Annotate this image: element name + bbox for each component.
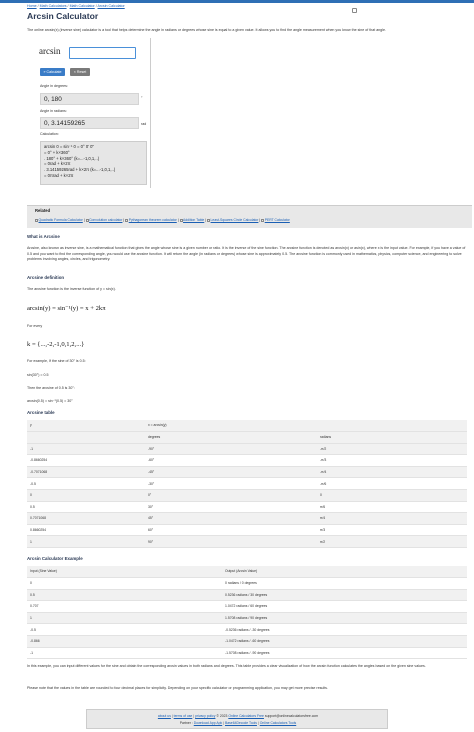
table-cell: -1.5708 radians / -90 degrees [222,647,467,659]
table-cell: -1.0472 radians / -60 degrees [222,636,467,648]
table-cell: -30° [145,478,317,490]
footer-site-link[interactable]: Online Calculators Free [228,714,264,718]
footer-link-privacy[interactable]: privacy policy [195,714,216,718]
table-cell: 0.8660254 [27,524,145,536]
table-cell: -0.5 [27,478,145,490]
footer-email: support@onlinecalculatorsfree.com [264,714,319,718]
table-cell: -0.8660254 [27,455,145,467]
table-cell: 1 [27,536,145,548]
table-cell: 0.7071068 [27,513,145,525]
calculation-line: = 0rad + k×2π [44,161,71,167]
table-row [27,601,467,613]
table-row [27,478,467,490]
table-row [27,578,467,590]
table-cell: 0.5 [27,501,145,513]
table-header-cell [27,432,145,444]
table-cell: 30° [145,501,317,513]
table-cell: π/6 [317,501,467,513]
table-row [27,513,467,525]
table-cell: π/4 [317,513,467,525]
table-cell: 0.707 [27,601,222,613]
table-cell: -0.7071068 [27,466,145,478]
what-is-heading: What is Arcsine [27,234,60,239]
table-cell: 0 [317,490,467,502]
calculate-button[interactable]: » Calculate [40,68,65,76]
table-cell: 0 [27,578,222,590]
share-icon[interactable] [352,8,357,13]
table-header-cell: degrees [145,432,317,444]
table-row [27,501,467,513]
page-title: Arcsin Calculator [27,11,99,21]
table-cell: 0° [145,490,317,502]
footer-partners: Partner : Download App Apk | Base64Decode Tools | Online Calculators Tools [179,721,297,725]
table-cell: -45° [145,466,317,478]
breadcrumb-math-calculators[interactable]: Math Calculators [39,4,67,8]
table-cell: 60° [145,524,317,536]
outro-text-2: Please note that the values in the table are rounded to four decimal places for simplicity. Depending on your specific calculator or programming application, you may get more precise results. [27,686,328,690]
copyright: © 2023 [216,714,228,718]
table-cell: -1 [27,647,222,659]
intro-text: The online arcsin(x) (inverse sine) calculator is a tool that helps determine the angle in radians or degrees whose sine is equal to a given value. It allows you to find the angle measurement when you know the sine of that angle. [27,28,386,32]
related-link[interactable]: Quadratic Formula Calculator [38,218,83,222]
table-header-cell: Output (Arcsin Value) [222,566,467,578]
related-link[interactable]: Convolution calculator [89,218,123,222]
calculator-panel [27,38,151,188]
breadcrumb: Home / Math Calculators / Math Calculator / Arcsin Calculator [27,4,125,8]
table-row [27,612,467,624]
table-header-cell: Input (Sine Value) [27,566,222,578]
table-cell: 90° [145,536,317,548]
table-row [27,490,467,502]
example-arcsin: arcsin(0.5) = sin⁻¹(0.5) = 30° [27,399,73,403]
table-cell: 0 [27,490,145,502]
footer-links: about us | terms of use | privacy policy © 2023 Online Calculators Free support@onlinecalculatorsfree.com [157,714,319,718]
related-link[interactable]: PERT Calculator [264,218,290,222]
what-is-text: Arcsine, also known as inverse sine, is a mathematical function that gives the angle whose sine is a given number or ratio. It is the inverse of the sine function. The arcsine function is denoted as arcsin(x) or asin(x), where x is the input value. For example, if you have a value of 0.5 and you want to find the corresponding angle, you would use the arcsine function. It will return the angle (in radians or degrees) whose sine is approximately 0.5. The arcsine function is commonly used in mathematics, physics, computer science, and engineering to solve problems involving angles, circles, and trigonometry. [27,246,466,262]
top-bar [0,0,474,3]
definition-heading: Arcsine definition [27,275,65,280]
related-box [27,205,472,228]
table-cell: 1 [27,612,222,624]
table-cell: -0.866 [27,636,222,648]
table-row [27,589,467,601]
degrees-output[interactable]: 0, 180 [40,93,139,105]
related-link[interactable]: Pythagorean theorem calculator [128,218,177,222]
breadcrumb-home[interactable]: Home [27,4,37,8]
calculation-label: Calculation: [40,132,59,136]
table-header-cell: radians [317,432,467,444]
example-table [27,566,467,659]
related-link[interactable]: Addition Table [183,218,205,222]
related-title: Related [35,208,51,213]
table-cell: 1.0472 radians / 60 degrees [222,601,467,613]
table-cell: 0.5236 radians / 30 degrees [222,589,467,601]
table-header-cell: x = arcsin(y) [145,420,317,432]
footer [86,709,388,729]
table-cell: 0.5 [27,589,222,601]
table-cell: 1.5708 radians / 90 degrees [222,612,467,624]
value-input[interactable] [69,47,136,59]
breadcrumb-current[interactable]: Arcsin Calculator [97,4,125,8]
table-header-row [27,432,467,444]
table-row [27,466,467,478]
table-cell: -90° [145,443,317,455]
table-cell: -60° [145,455,317,467]
partner-link[interactable]: Base64Decode Tools [224,721,257,725]
table-header-cell [317,420,467,432]
table-cell: 0 radians / 0 degrees [222,578,467,590]
table-cell: -0.5 [27,624,222,636]
related-links: Quadratic Formula Calculator | Convolution calculator | Pythagorean theorem calculator | Addition Table | Least-Squares Circle Calculator | PERT Calculator [35,218,290,222]
table-row [27,624,467,636]
degrees-label: Angle in degrees: [40,84,68,88]
table-row [27,455,467,467]
calculation-line: . 180° + k×360° (k=...-1,0,1,..) [44,155,100,161]
radians-label: Angle in radians: [40,109,67,113]
table-cell: π/2 [317,536,467,548]
example-sin: sin(30°) = 0.5 [27,373,49,377]
radians-output[interactable]: 0, 3.14159265 [40,117,139,129]
degrees-unit: ° [141,96,143,100]
calculation-output[interactable] [40,141,147,185]
table-row [27,636,467,648]
arcsine-table-heading: Arcsine table [27,410,55,415]
table-row [27,536,467,548]
table-cell: -π/4 [317,466,467,478]
partner-label: Partner : [179,721,193,725]
partner-link[interactable]: Online Calculators Tools [259,721,297,725]
table-cell: -0.5236 radians / -30 degrees [222,624,467,636]
example-table-heading: Arcsin Calculator Example [27,556,83,561]
example-then-text: Then the arcsine of 0.5 is 30°: [27,386,75,390]
example-text: For example, If the sine of 30° is 0.5: [27,359,86,363]
footer-link-about[interactable]: about us [157,714,171,718]
table-header-row [27,566,467,578]
breadcrumb-math-calculator[interactable]: Math Calculator [69,4,95,8]
related-link[interactable]: Least-Squares Circle Calculator [210,218,259,222]
table-header-cell: y [27,420,145,432]
table-cell: -1 [27,443,145,455]
definition-text: The arcsine function is the inverse function of y = sin(x). [27,287,116,291]
table-cell: 45° [145,513,317,525]
arcsin-formula: arcsin(y) = sin⁻¹(y) = x + 2kπ [27,305,106,312]
reset-button[interactable]: × Reset [70,68,90,76]
partner-link[interactable]: Download App Apk [193,721,223,725]
table-cell: -π/6 [317,478,467,490]
table-row [27,443,467,455]
table-header-row [27,420,467,432]
outro-text-1: In this example, you can input different values for the sine and obtain the corresponding arcsin values in both radians and degrees. This table provides a clear visualization of how the arcsin function calculates the angles based on the given sine values. [27,664,426,668]
calculation-line: arcsin 0 = sin⁻¹ 0 = 0° 0' 0" [44,144,94,149]
table-cell: -π/2 [317,443,467,455]
calculation-line: = 0πrad + k×2π [44,172,74,178]
k-set-formula: k = {...,-2,-1,0,1,2,...} [27,341,85,348]
for-every-text: For every [27,324,43,328]
table-row [27,647,467,659]
calculation-line: = 0° + k×360° [44,149,70,155]
calculation-line: . 3.14159265rad + k×2π (k=...-1,0,1,..) [44,167,116,173]
table-cell: -π/3 [317,455,467,467]
table-cell: π/3 [317,524,467,536]
radians-unit: rad [141,122,147,126]
footer-link-terms[interactable]: terms of use [173,714,193,718]
function-label: arcsin [39,46,61,56]
arcsine-table [27,420,467,548]
table-row [27,524,467,536]
